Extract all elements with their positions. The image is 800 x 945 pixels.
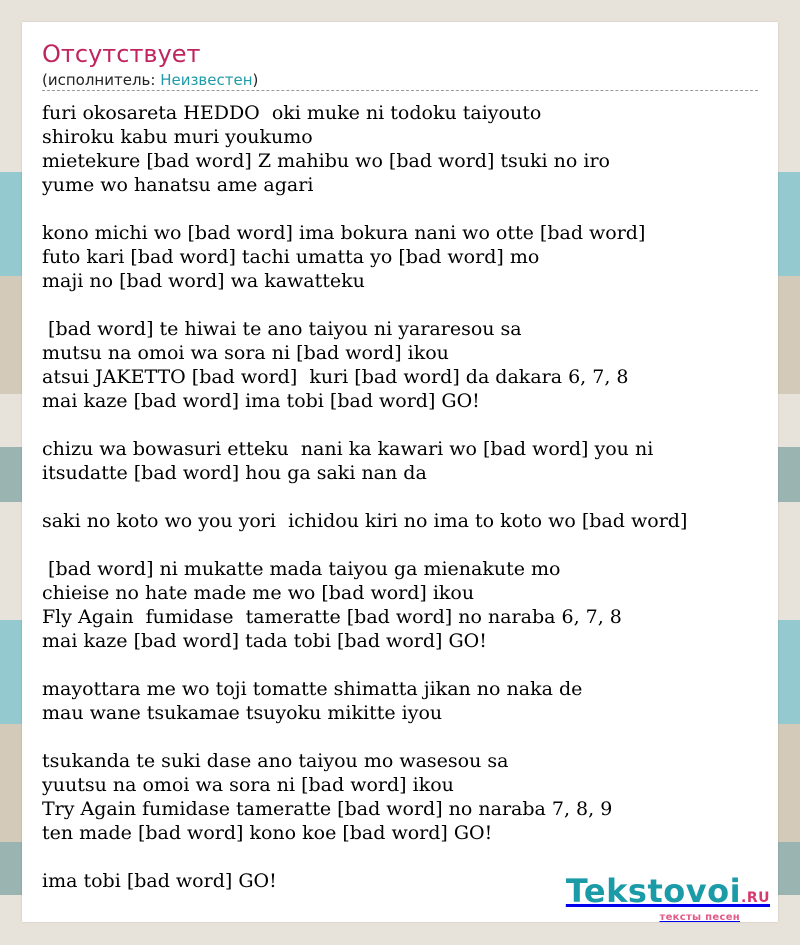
site-logo[interactable] xyxy=(565,872,770,923)
logo-tagline: тексты песен xyxy=(659,912,740,923)
logo-name: Tekstovoi xyxy=(565,872,742,910)
lyric-blank-line xyxy=(42,293,772,317)
lyrics-text xyxy=(42,101,772,893)
lyric-line: [bad word] ni mukatte mada taiyou ga mienakute mo xyxy=(42,558,561,580)
lyric-line: Fly Again fumidase tameratte [bad word] no naraba 6, 7, 8 xyxy=(42,606,622,628)
lyric-line: Try Again fumidase tameratte [bad word] no naraba 7, 8, 9 xyxy=(42,798,613,820)
lyric-line: mai kaze [bad word] ima tobi [bad word] GO! xyxy=(42,390,480,412)
lyric-line: futo kari [bad word] tachi umatta yo [bad word] mo xyxy=(42,246,540,268)
lyric-line: kono michi wo [bad word] ima bokura nani wo otte [bad word] xyxy=(42,222,646,244)
artist-prefix: (исполнитель: xyxy=(42,71,161,89)
lyric-line: mai kaze [bad word] tada tobi [bad word] GO! xyxy=(42,630,487,652)
title-divider xyxy=(42,90,758,91)
lyric-line: tsukanda te suki dase ano taiyou mo wasesou sa xyxy=(42,750,509,772)
lyric-line: maji no [bad word] wa kawatteku xyxy=(42,270,365,292)
logo-tld: .RU xyxy=(741,890,770,906)
lyric-line: shiroku kabu muri youkumo xyxy=(42,126,313,148)
lyric-line: furi okosareta HEDDO oki muke ni todoku taiyouto xyxy=(42,102,542,124)
lyric-line: ten made [bad word] kono koe [bad word] GO! xyxy=(42,822,493,844)
lyric-line: mutsu na omoi wa sora ni [bad word] ikou xyxy=(42,342,449,364)
lyric-blank-line xyxy=(42,413,772,437)
lyric-line: itsudatte [bad word] hou ga saki nan da xyxy=(42,462,427,484)
lyric-line: chizu wa bowasuri etteku nani ka kawari wo [bad word] you ni xyxy=(42,438,654,460)
lyric-line: mietekure [bad word] Z mahibu wo [bad word] tsuki no iro xyxy=(42,150,610,172)
lyric-line: chieise no hate made me wo [bad word] ikou xyxy=(42,582,475,604)
lyric-blank-line xyxy=(42,653,772,677)
lyric-blank-line xyxy=(42,533,772,557)
lyric-line: atsui JAKETTO [bad word] kuri [bad word] da dakara 6, 7, 8 xyxy=(42,366,629,388)
lyric-blank-line xyxy=(42,725,772,749)
lyric-line: mau wane tsukamae tsuyoku mikitte iyou xyxy=(42,702,443,724)
lyric-blank-line xyxy=(42,485,772,509)
song-title: Отсутствует xyxy=(42,40,201,68)
artist-line xyxy=(42,71,258,89)
lyrics-card xyxy=(22,22,778,922)
artist-suffix: ) xyxy=(252,71,259,89)
lyric-blank-line xyxy=(42,845,772,869)
lyric-line: mayottara me wo toji tomatte shimatta jikan no naka de xyxy=(42,678,583,700)
artist-link[interactable]: Неизвестен xyxy=(160,71,253,89)
lyric-line: saki no koto wo you yori ichidou kiri no ima to koto wo [bad word] xyxy=(42,510,688,532)
lyric-blank-line xyxy=(42,197,772,221)
logo-wordmark xyxy=(565,874,770,915)
lyric-line: yuutsu na omoi wa sora ni [bad word] ikou xyxy=(42,774,454,796)
lyric-line: yume wo hanatsu ame agari xyxy=(42,174,314,196)
lyric-line: ima tobi [bad word] GO! xyxy=(42,870,277,892)
lyric-line: [bad word] te hiwai te ano taiyou ni yararesou sa xyxy=(42,318,522,340)
